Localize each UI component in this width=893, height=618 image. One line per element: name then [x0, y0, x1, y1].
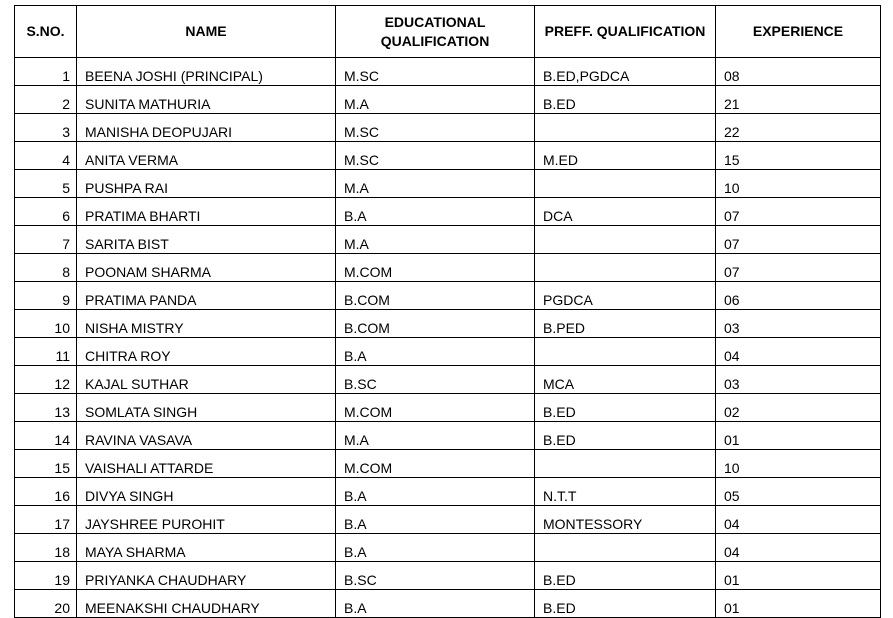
cell-sno: 6: [15, 198, 77, 226]
cell-preferred-qualification: B.ED: [535, 422, 716, 450]
table-row: [15, 534, 881, 562]
cell-educational-qualification: M.A: [336, 226, 535, 254]
table-row: [15, 170, 881, 198]
cell-name: DIVYA SINGH: [77, 478, 336, 506]
cell-experience: 02: [716, 394, 881, 422]
cell-preferred-qualification: B.ED: [535, 562, 716, 590]
cell-educational-qualification: B.SC: [336, 562, 535, 590]
cell-sno: 2: [15, 86, 77, 114]
table-row: [15, 114, 881, 142]
cell-sno: 8: [15, 254, 77, 282]
cell-preferred-qualification: M.ED: [535, 142, 716, 170]
header-educational-qualification: EDUCATIONAL QUALIFICATION: [336, 6, 535, 58]
cell-preferred-qualification: N.T.T: [535, 478, 716, 506]
cell-educational-qualification: B.A: [336, 506, 535, 534]
cell-sno: 3: [15, 114, 77, 142]
cell-educational-qualification: M.SC: [336, 58, 535, 86]
cell-sno: 10: [15, 310, 77, 338]
cell-experience: 07: [716, 226, 881, 254]
cell-sno: 5: [15, 170, 77, 198]
cell-educational-qualification: B.SC: [336, 366, 535, 394]
cell-sno: 7: [15, 226, 77, 254]
header-name: NAME: [77, 6, 336, 58]
cell-sno: 11: [15, 338, 77, 366]
cell-preferred-qualification: [535, 254, 716, 282]
cell-educational-qualification: B.A: [336, 338, 535, 366]
cell-sno: 19: [15, 562, 77, 590]
cell-preferred-qualification: B.ED: [535, 394, 716, 422]
cell-preferred-qualification: B.ED: [535, 86, 716, 114]
cell-name: RAVINA VASAVA: [77, 422, 336, 450]
table-row: [15, 590, 881, 618]
cell-name: PUSHPA RAI: [77, 170, 336, 198]
cell-educational-qualification: B.A: [336, 534, 535, 562]
cell-experience: 05: [716, 478, 881, 506]
staff-qualification-table: [14, 5, 881, 618]
cell-educational-qualification: B.COM: [336, 282, 535, 310]
cell-preferred-qualification: [535, 114, 716, 142]
cell-educational-qualification: M.SC: [336, 114, 535, 142]
cell-sno: 14: [15, 422, 77, 450]
table-body: [15, 58, 881, 618]
header-row: [15, 6, 881, 58]
cell-name: KAJAL SUTHAR: [77, 366, 336, 394]
table-row: [15, 422, 881, 450]
cell-sno: 17: [15, 506, 77, 534]
cell-sno: 15: [15, 450, 77, 478]
cell-educational-qualification: M.A: [336, 86, 535, 114]
cell-preferred-qualification: PGDCA: [535, 282, 716, 310]
cell-experience: 07: [716, 198, 881, 226]
cell-experience: 04: [716, 506, 881, 534]
cell-sno: 16: [15, 478, 77, 506]
cell-experience: 06: [716, 282, 881, 310]
table-row: [15, 310, 881, 338]
cell-experience: 01: [716, 422, 881, 450]
header-sno: S.NO.: [15, 6, 77, 58]
cell-name: BEENA JOSHI (PRINCIPAL): [77, 58, 336, 86]
cell-educational-qualification: M.COM: [336, 394, 535, 422]
cell-educational-qualification: M.SC: [336, 142, 535, 170]
cell-experience: 03: [716, 366, 881, 394]
cell-name: PRIYANKA CHAUDHARY: [77, 562, 336, 590]
cell-experience: 10: [716, 170, 881, 198]
cell-educational-qualification: B.A: [336, 198, 535, 226]
cell-experience: 22: [716, 114, 881, 142]
cell-educational-qualification: M.A: [336, 170, 535, 198]
cell-preferred-qualification: DCA: [535, 198, 716, 226]
cell-experience: 04: [716, 338, 881, 366]
cell-name: PRATIMA PANDA: [77, 282, 336, 310]
cell-experience: 07: [716, 254, 881, 282]
cell-name: ANITA VERMA: [77, 142, 336, 170]
table-row: [15, 506, 881, 534]
table-row: [15, 450, 881, 478]
cell-name: MAYA SHARMA: [77, 534, 336, 562]
cell-experience: 15: [716, 142, 881, 170]
cell-educational-qualification: B.A: [336, 478, 535, 506]
cell-experience: 01: [716, 562, 881, 590]
cell-preferred-qualification: B.ED: [535, 590, 716, 618]
cell-preferred-qualification: MONTESSORY: [535, 506, 716, 534]
cell-name: CHITRA ROY: [77, 338, 336, 366]
cell-experience: 10: [716, 450, 881, 478]
table-row: [15, 58, 881, 86]
table-row: [15, 282, 881, 310]
cell-sno: 18: [15, 534, 77, 562]
table-row: [15, 142, 881, 170]
cell-name: JAYSHREE PUROHIT: [77, 506, 336, 534]
cell-preferred-qualification: [535, 226, 716, 254]
cell-name: VAISHALI ATTARDE: [77, 450, 336, 478]
table-row: [15, 338, 881, 366]
table-row: [15, 198, 881, 226]
table-row: [15, 562, 881, 590]
cell-preferred-qualification: [535, 450, 716, 478]
cell-educational-qualification: M.COM: [336, 450, 535, 478]
cell-preferred-qualification: MCA: [535, 366, 716, 394]
cell-preferred-qualification: B.PED: [535, 310, 716, 338]
cell-name: POONAM SHARMA: [77, 254, 336, 282]
cell-sno: 13: [15, 394, 77, 422]
header-preferred-qualification: PREFF. QUALIFICATION: [535, 6, 716, 58]
table-row: [15, 394, 881, 422]
table-row: [15, 86, 881, 114]
table-row: [15, 478, 881, 506]
cell-sno: 12: [15, 366, 77, 394]
cell-educational-qualification: M.A: [336, 422, 535, 450]
cell-sno: 20: [15, 590, 77, 618]
cell-name: SARITA BIST: [77, 226, 336, 254]
cell-name: SOMLATA SINGH: [77, 394, 336, 422]
table-row: [15, 254, 881, 282]
cell-name: SUNITA MATHURIA: [77, 86, 336, 114]
cell-sno: 1: [15, 58, 77, 86]
cell-experience: 21: [716, 86, 881, 114]
table-row: [15, 226, 881, 254]
cell-name: MANISHA DEOPUJARI: [77, 114, 336, 142]
cell-experience: 08: [716, 58, 881, 86]
cell-preferred-qualification: [535, 338, 716, 366]
table-header: [15, 6, 881, 58]
table-row: [15, 366, 881, 394]
cell-name: NISHA MISTRY: [77, 310, 336, 338]
cell-preferred-qualification: [535, 534, 716, 562]
cell-experience: 01: [716, 590, 881, 618]
cell-educational-qualification: B.COM: [336, 310, 535, 338]
cell-sno: 9: [15, 282, 77, 310]
cell-experience: 03: [716, 310, 881, 338]
cell-name: MEENAKSHI CHAUDHARY: [77, 590, 336, 618]
cell-educational-qualification: B.A: [336, 590, 535, 618]
cell-sno: 4: [15, 142, 77, 170]
cell-experience: 04: [716, 534, 881, 562]
header-experience: EXPERIENCE: [716, 6, 881, 58]
cell-educational-qualification: M.COM: [336, 254, 535, 282]
cell-preferred-qualification: B.ED,PGDCA: [535, 58, 716, 86]
cell-name: PRATIMA BHARTI: [77, 198, 336, 226]
cell-preferred-qualification: [535, 170, 716, 198]
